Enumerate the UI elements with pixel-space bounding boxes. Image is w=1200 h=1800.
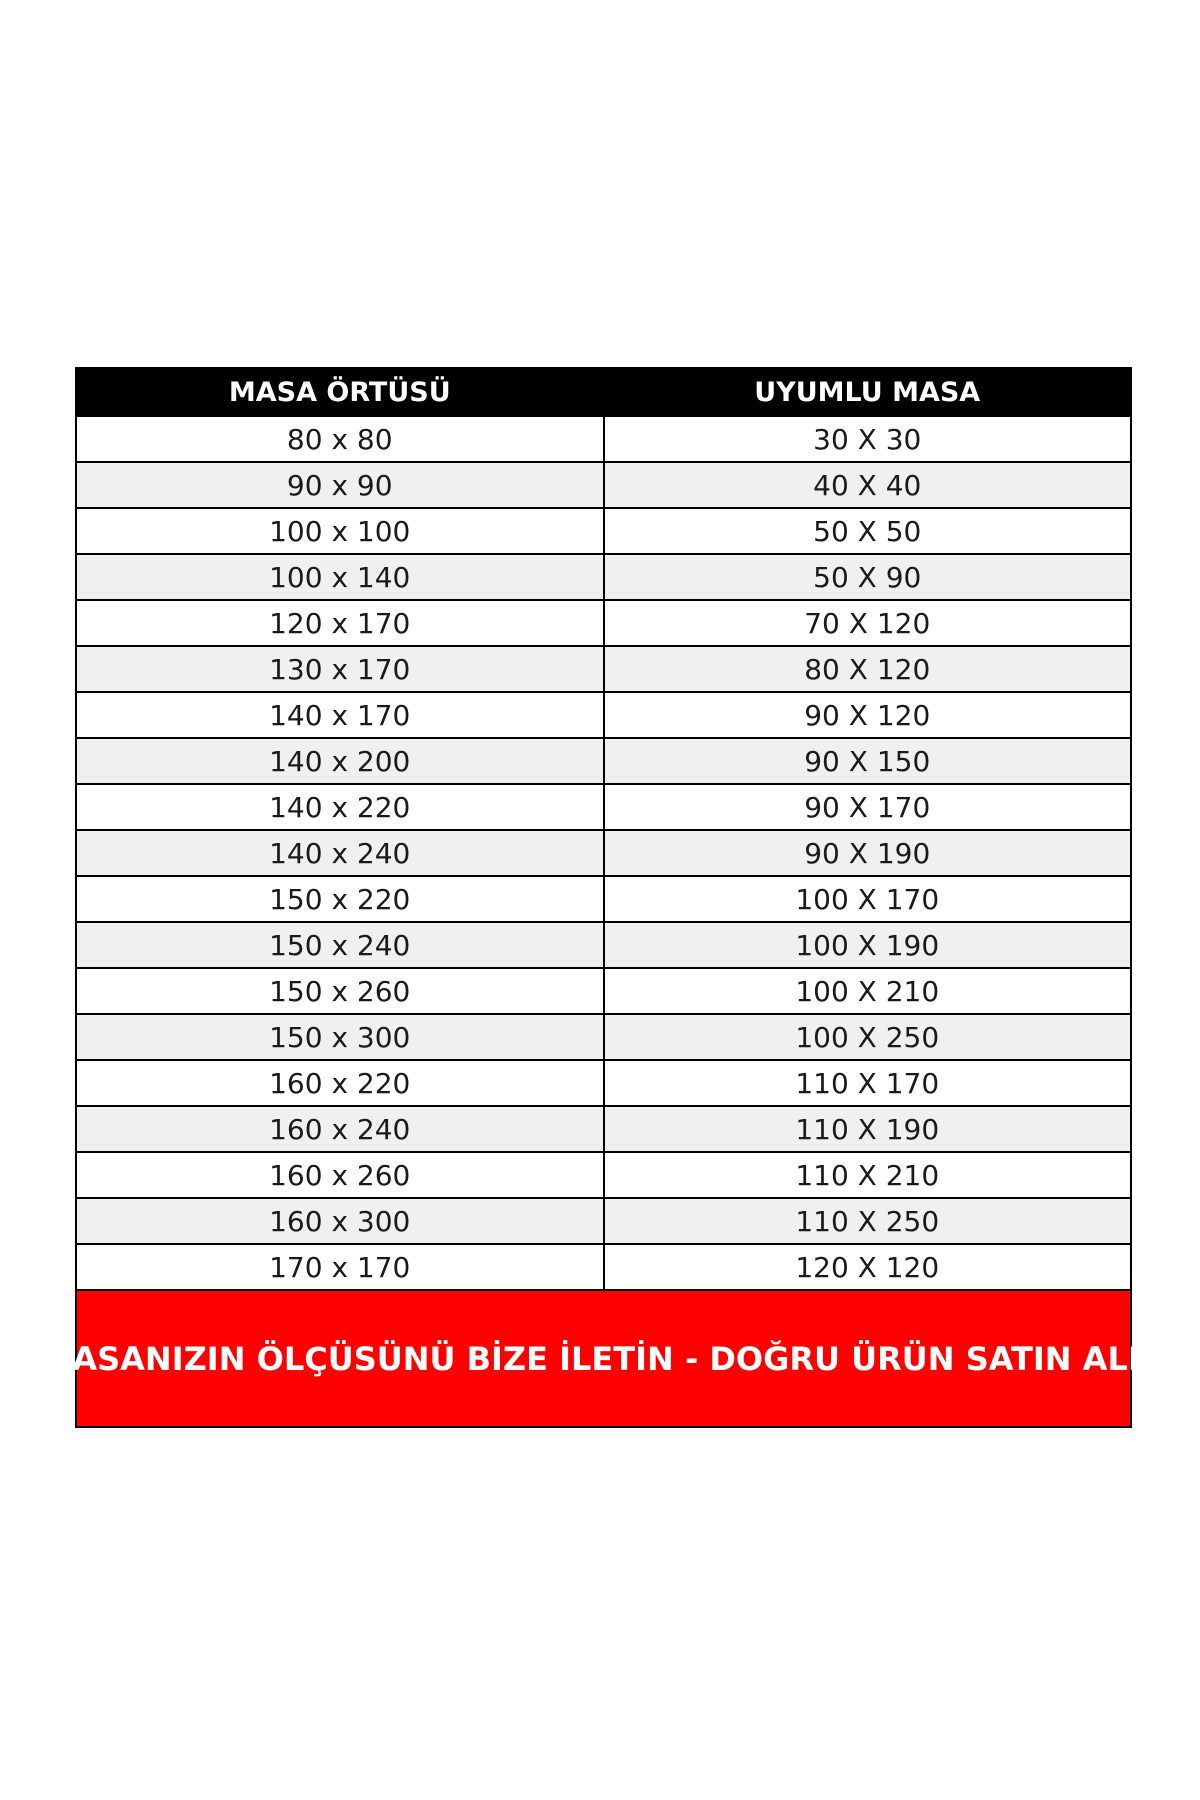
tablecloth-size-cell: 160 x 300 [76,1198,604,1244]
compatible-table-size-cell: 120 X 120 [604,1244,1132,1290]
compatible-table-size-cell: 40 X 40 [604,462,1132,508]
table-row [76,784,1131,830]
table-row [76,462,1131,508]
tablecloth-size-cell: 150 x 260 [76,968,604,1014]
compatible-table-size-cell: 90 X 190 [604,830,1132,876]
tablecloth-size-cell: 160 x 220 [76,1060,604,1106]
table-row [76,830,1131,876]
table-row [76,692,1131,738]
tablecloth-size-cell: 120 x 170 [76,600,604,646]
compatible-table-size-cell: 50 X 90 [604,554,1132,600]
compatible-table-size-cell: 80 X 120 [604,646,1132,692]
table-row [76,416,1131,462]
tablecloth-size-cell: 140 x 240 [76,830,604,876]
table-row [76,876,1131,922]
compatible-table-size-cell: 70 X 120 [604,600,1132,646]
compatible-table-size-cell: 110 X 250 [604,1198,1132,1244]
tablecloth-size-cell: 150 x 240 [76,922,604,968]
table-row [76,1198,1131,1244]
compatible-table-size-cell: 100 X 190 [604,922,1132,968]
tablecloth-size-cell: 130 x 170 [76,646,604,692]
compatible-table-size-cell: 90 X 150 [604,738,1132,784]
compatible-table-size-cell: 30 X 30 [604,416,1132,462]
tablecloth-size-cell: 100 x 140 [76,554,604,600]
compatible-table-size-cell: 100 X 170 [604,876,1132,922]
table-row [76,968,1131,1014]
info-banner-text: MASANIZIN ÖLÇÜSÜNÜ BİZE İLETİN - DOĞRU ÜRÜN SATIN ALIN [40,1339,1167,1378]
table-row [76,922,1131,968]
compatible-table-size-cell: 90 X 170 [604,784,1132,830]
compatible-table-size-cell: 110 X 190 [604,1106,1132,1152]
table-row [76,600,1131,646]
tablecloth-size-cell: 140 x 170 [76,692,604,738]
table-row [76,1060,1131,1106]
tablecloth-size-cell: 90 x 90 [76,462,604,508]
tablecloth-size-cell: 160 x 240 [76,1106,604,1152]
column-header-tablecloth: MASA ÖRTÜSÜ [76,368,604,416]
table-row [76,1244,1131,1290]
table-row [76,554,1131,600]
tablecloth-size-cell: 150 x 220 [76,876,604,922]
compatible-table-size-cell: 110 X 170 [604,1060,1132,1106]
table-row [76,1152,1131,1198]
tablecloth-size-cell: 170 x 170 [76,1244,604,1290]
tablecloth-size-cell: 140 x 200 [76,738,604,784]
size-chart [40,367,1167,1428]
column-header-compatible-table: UYUMLU MASA [604,368,1132,416]
table-row [76,1106,1131,1152]
tablecloth-size-cell: 80 x 80 [76,416,604,462]
compatible-table-size-cell: 50 X 50 [604,508,1132,554]
size-table [75,367,1132,1291]
table-row [76,1014,1131,1060]
table-row [76,646,1131,692]
compatible-table-size-cell: 90 X 120 [604,692,1132,738]
tablecloth-size-cell: 100 x 100 [76,508,604,554]
tablecloth-size-cell: 160 x 260 [76,1152,604,1198]
compatible-table-size-cell: 100 X 210 [604,968,1132,1014]
info-banner [40,1291,1167,1428]
table-row [76,738,1131,784]
tablecloth-size-cell: 150 x 300 [76,1014,604,1060]
compatible-table-size-cell: 100 X 250 [604,1014,1132,1060]
tablecloth-size-cell: 140 x 220 [76,784,604,830]
compatible-table-size-cell: 110 X 210 [604,1152,1132,1198]
table-header-row [76,368,1131,416]
size-table-body [76,416,1131,1290]
table-row [76,508,1131,554]
